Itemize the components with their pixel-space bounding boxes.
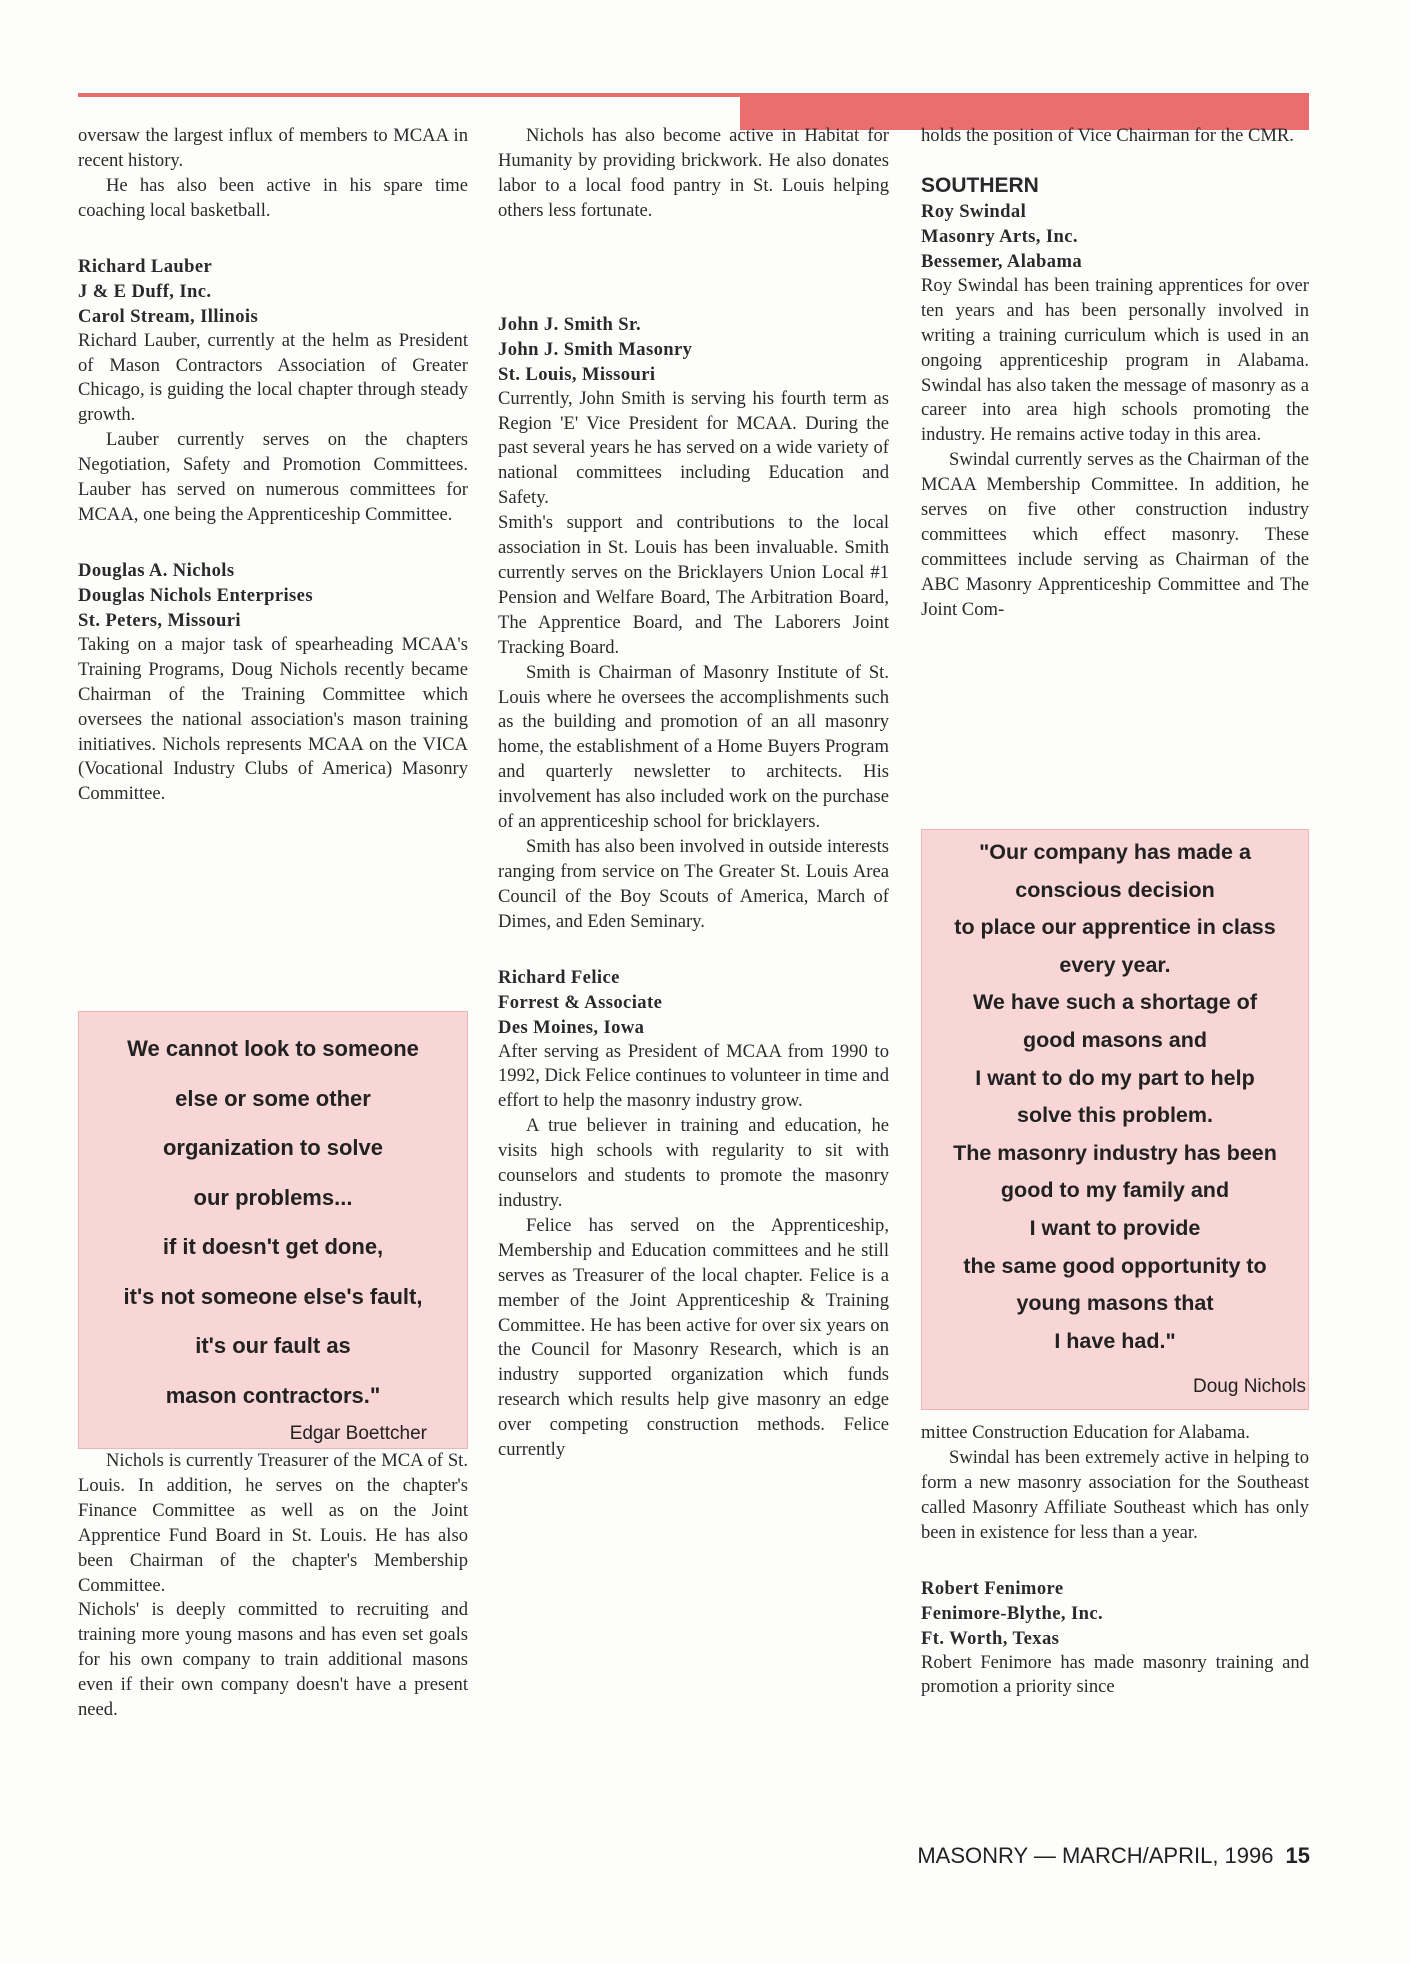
body-paragraph: oversaw the largest influx of members to MCAA in recent history. bbox=[78, 125, 468, 171]
quote-line: the same good opportunity to bbox=[963, 1253, 1267, 1278]
column-middle bbox=[498, 124, 889, 1463]
quote-line: it's our fault as bbox=[195, 1333, 351, 1358]
quote-line: mason contractors." bbox=[165, 1382, 381, 1408]
profile-company: Douglas Nichols Enterprises bbox=[78, 584, 313, 606]
quote-line: solve this problem. bbox=[1017, 1103, 1213, 1128]
page-footer bbox=[0, 1843, 1310, 1869]
body-paragraph: Taking on a major task of spearheading MCAA's Training Programs, Doug Nichols recently became Chairman of the Training Committee which oversees the national association's mason training initiatives. Nichols represents MCAA on the VICA (Vocational Industry Clubs of America) Masonry Committee. bbox=[78, 633, 468, 805]
body-paragraph: Currently, John Smith is serving his fourth term as Region 'E' Vice President for MCAA. During the past several years he has served on a wide variety of national committees including Education and Safety. bbox=[498, 387, 889, 509]
quote-attribution: Doug Nichols bbox=[1193, 1376, 1306, 1398]
profile-location: Bessemer, Alabama bbox=[921, 250, 1083, 272]
profile-location: Des Moines, Iowa bbox=[498, 1016, 645, 1038]
quote-line: if it doesn't get done, bbox=[162, 1234, 384, 1259]
body-paragraph: Richard Lauber, currently at the helm as President of Mason Contractors Association of Greater Chicago, is guiding the local chapter through steady growth. bbox=[78, 329, 468, 426]
body-paragraph: Nichols is currently Treasurer of the MCA of St. Louis. In addition, he serves on the chapter's Finance Committee as well as on the Joint Apprentice Fund Board in St. Louis. He has also been Chairman of the chapter's Membership Committee. bbox=[78, 1450, 468, 1596]
profile-name: Douglas A. Nichols bbox=[78, 559, 235, 581]
body-paragraph: After serving as President of MCAA from 1990 to 1992, Dick Felice continues to volunteer in time and effort to help the masonry industry grow. bbox=[498, 1040, 889, 1112]
quote-line: good masons and bbox=[1023, 1027, 1207, 1052]
quote-line: The masonry industry has been bbox=[953, 1140, 1277, 1165]
body-paragraph: Felice has served on the Apprenticeship, Membership and Education committees and he still serves as Treasurer of the local chapter. Felice is a member of the Joint Apprenticeship & Training Committee. He has been active for over six years on the Council for Masonry Research, which is an industry supported organization which funds research which results help give masonry an edge over competing construction methods. Felice currently bbox=[498, 1214, 889, 1461]
body-paragraph: mittee Construction Education for Alabama. bbox=[921, 1422, 1250, 1443]
quote-attribution: Edgar Boettcher bbox=[289, 1423, 427, 1444]
body-paragraph: Swindal currently serves as the Chairman of the MCAA Membership Committee. In addition, he serves on five other construction industry committees which effect masonry. These committees include serving as Chairman of the ABC Masonry Apprenticeship Committee and The Joint Com- bbox=[921, 449, 1309, 620]
publication-info: MASONRY — MARCH/APRIL, 1996 bbox=[917, 1843, 1274, 1868]
quote-line: good to my family and bbox=[1000, 1178, 1230, 1203]
body-paragraph: Lauber currently serves on the chapters Negotiation, Safety and Promotion Committees. Lauber has served on numerous committees for MCAA, one being the Apprenticeship Committee. bbox=[78, 429, 468, 525]
column-left bbox=[78, 124, 468, 807]
quote-line: "Our company has made a bbox=[979, 840, 1251, 864]
quote-line: young masons that bbox=[1016, 1291, 1214, 1316]
body-paragraph: holds the position of Vice Chairman for the CMR. bbox=[921, 125, 1294, 146]
profile-location: St. Peters, Missouri bbox=[78, 609, 241, 631]
quote-line: conscious decision bbox=[1015, 877, 1215, 902]
region-heading: SOUTHERN bbox=[921, 173, 1039, 197]
profile-name: Richard Felice bbox=[498, 966, 620, 988]
body-paragraph: Nichols has also become active in Habitat for Humanity by providing brickwork. He also donates labor to a local food pantry in St. Louis helping others less fortunate. bbox=[498, 125, 889, 221]
profile-company: Masonry Arts, Inc. bbox=[921, 225, 1078, 247]
pull-quote-nichols bbox=[921, 829, 1309, 1410]
body-paragraph: Nichols' is deeply committed to recruiting and training more young masons and has even set goals for his own company to train additional masons even if their own company doesn't have a present need. bbox=[78, 1599, 468, 1721]
quote-line: I have had." bbox=[1054, 1328, 1176, 1353]
column-right bbox=[921, 124, 1309, 623]
quote-line: I want to provide bbox=[1029, 1215, 1201, 1240]
profile-company: John J. Smith Masonry bbox=[498, 338, 693, 360]
profile-name: John J. Smith Sr. bbox=[498, 313, 642, 335]
body-paragraph: Smith is Chairman of Masonry Institute of St. Louis where he oversees the accomplishments such as the building and promotion of an all masonry home, the establishment of a Home Buyers Program and quarterly newsletter to architects. His involvement has also included work on the purchase of an apprenticeship school for bricklayers. bbox=[498, 661, 889, 833]
body-paragraph: A true believer in training and education, he visits high schools with regularity to sit with counselors and students to promote the masonry industry. bbox=[498, 1115, 889, 1211]
pull-quote-boettcher bbox=[78, 1011, 468, 1449]
quote-line: every year. bbox=[1059, 952, 1171, 977]
profile-company: Fenimore-Blythe, Inc. bbox=[921, 1602, 1104, 1624]
quote-line: organization to solve bbox=[162, 1135, 384, 1160]
profile-name: Robert Fenimore bbox=[921, 1577, 1064, 1599]
body-paragraph: He has also been active in his spare time coaching local basketball. bbox=[78, 174, 468, 221]
body-paragraph: Smith has also been involved in outside interests ranging from service on The Greater St. Louis Area Council of the Boy Scouts of America, March of Dimes, and Eden Seminary. bbox=[498, 835, 889, 932]
page-number: 15 bbox=[1285, 1843, 1310, 1868]
body-paragraph: Smith's support and contributions to the local association in St. Louis has been invaluable. Smith currently serves on the Bricklayers Union Local #1 Pension and Welfare Board, The Arbitration Board, The Apprentice Board, and The Laborers Joint Tracking Board. bbox=[498, 512, 889, 658]
quote-line: We cannot look to someone bbox=[127, 1036, 419, 1061]
column-right-continued bbox=[921, 1421, 1309, 1700]
profile-name: Roy Swindal bbox=[921, 200, 1027, 222]
body-paragraph: Robert Fenimore has made masonry training and promotion a priority since bbox=[921, 1651, 1309, 1698]
profile-name: Richard Lauber bbox=[78, 255, 213, 277]
profile-location: Ft. Worth, Texas bbox=[921, 1627, 1060, 1649]
profile-location: Carol Stream, Illinois bbox=[78, 305, 259, 327]
profile-company: J & E Duff, Inc. bbox=[78, 280, 212, 302]
body-paragraph: Swindal has been extremely active in helping to form a new masonry association for the Southeast called Masonry Affiliate Southeast which has only been in existence for less than a year. bbox=[921, 1446, 1309, 1543]
quote-line: our problems... bbox=[193, 1184, 353, 1210]
profile-company: Forrest & Associate bbox=[498, 991, 663, 1013]
body-paragraph: Roy Swindal has been training apprentices for over ten years and has been personally involved in writing a training curriculum which is used in an ongoing apprenticeship program in Alabama. Swindal has also taken the message of masonry as a career into area high schools promoting the industry. He remains active today in this area. bbox=[921, 274, 1309, 446]
profile-location: St. Louis, Missouri bbox=[498, 363, 656, 385]
quote-line: We have such a shortage of bbox=[973, 990, 1257, 1015]
quote-line: to place our apprentice in class bbox=[954, 915, 1276, 940]
quote-line: else or some other bbox=[175, 1085, 371, 1111]
quote-line: I want to do my part to help bbox=[975, 1065, 1255, 1090]
column-left-continued bbox=[78, 1449, 468, 1723]
quote-line: it's not someone else's fault, bbox=[123, 1283, 423, 1309]
